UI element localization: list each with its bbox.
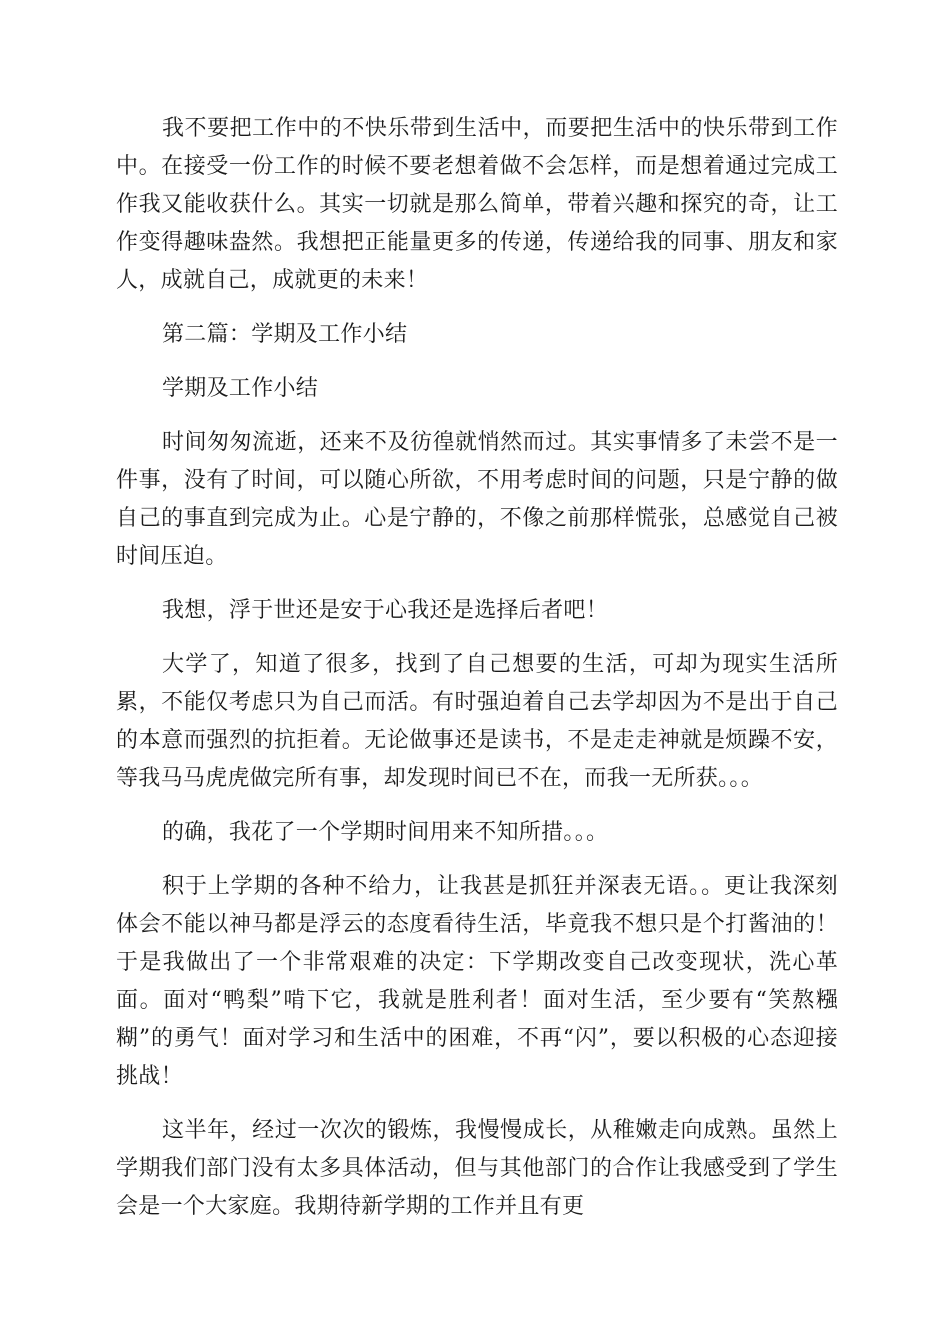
paragraph-work-happiness: 我不要把工作中的不快乐带到生活中，而要把生活中的快乐带到工作中。在接受一份工作的时候不要老想着做不会怎样，而是想着通过完成工作我又能收获什么。其实一切就是那么简单，带着兴趣和探究的奇，让工作变得趣味盎然。我想把正能量更多的传递，传递给我的同事、朋友和家人，成就自己，成就更的未来！ (116, 116, 838, 293)
chapter-heading: 第二篇：学期及工作小结 (162, 322, 408, 347)
paragraph-university-life: 大学了，知道了很多，找到了自己想要的生活，可却为现实生活所累，不能仅考虑只为自己而活。有时强迫着自己去学却因为不是出于自己的本意而强烈的抗拒着。无论做事还是读书，不是走走神就是烦躁不安，等我马马虎虎做完所有事，却发现时间已不在，而我一无所获。。。 (116, 652, 838, 791)
paragraph-resolution: 积于上学期的各种不给力，让我甚是抓狂并深表无语。。更让我深刻体会不能以神马都是浮云的态度看待生活，毕竟我不想只是个打酱油的！于是我做出了一个非常艰难的决定：下学期改变自己改变现状，洗心革面。面对“鸭梨”啃下它，我就是胜利者！面对生活，至少要有“笑熬糨糊”的勇气！面对学习和生活中的困难，不再“闪”，要以积极的心态迎接挑战！ (116, 874, 838, 1089)
section-title: 学期及工作小结 (162, 376, 319, 401)
document-page (116, 110, 838, 1242)
paragraph-growth: 这半年，经过一次次的锻炼，我慢慢成长，从稚嫩走向成熟。虽然上学期我们部门没有太多具体活动，但与其他部门的合作让我感受到了学生会是一个大家庭。我期待新学期的工作并且有更 (116, 1118, 838, 1219)
paragraph-choice: 我想，浮于世还是安于心我还是选择后者吧！ (162, 598, 609, 623)
paragraph-semester-lost: 的确，我花了一个学期时间用来不知所措。。。 (162, 820, 609, 845)
paragraph-time-passing: 时间匆匆流逝，还来不及彷徨就悄然而过。其实事情多了未尝不是一件事，没有了时间，可以随心所欲，不用考虑时间的问题，只是宁静的做自己的事直到完成为止。心是宁静的，不像之前那样慌张，总感觉自己被时间压迫。 (116, 430, 838, 569)
